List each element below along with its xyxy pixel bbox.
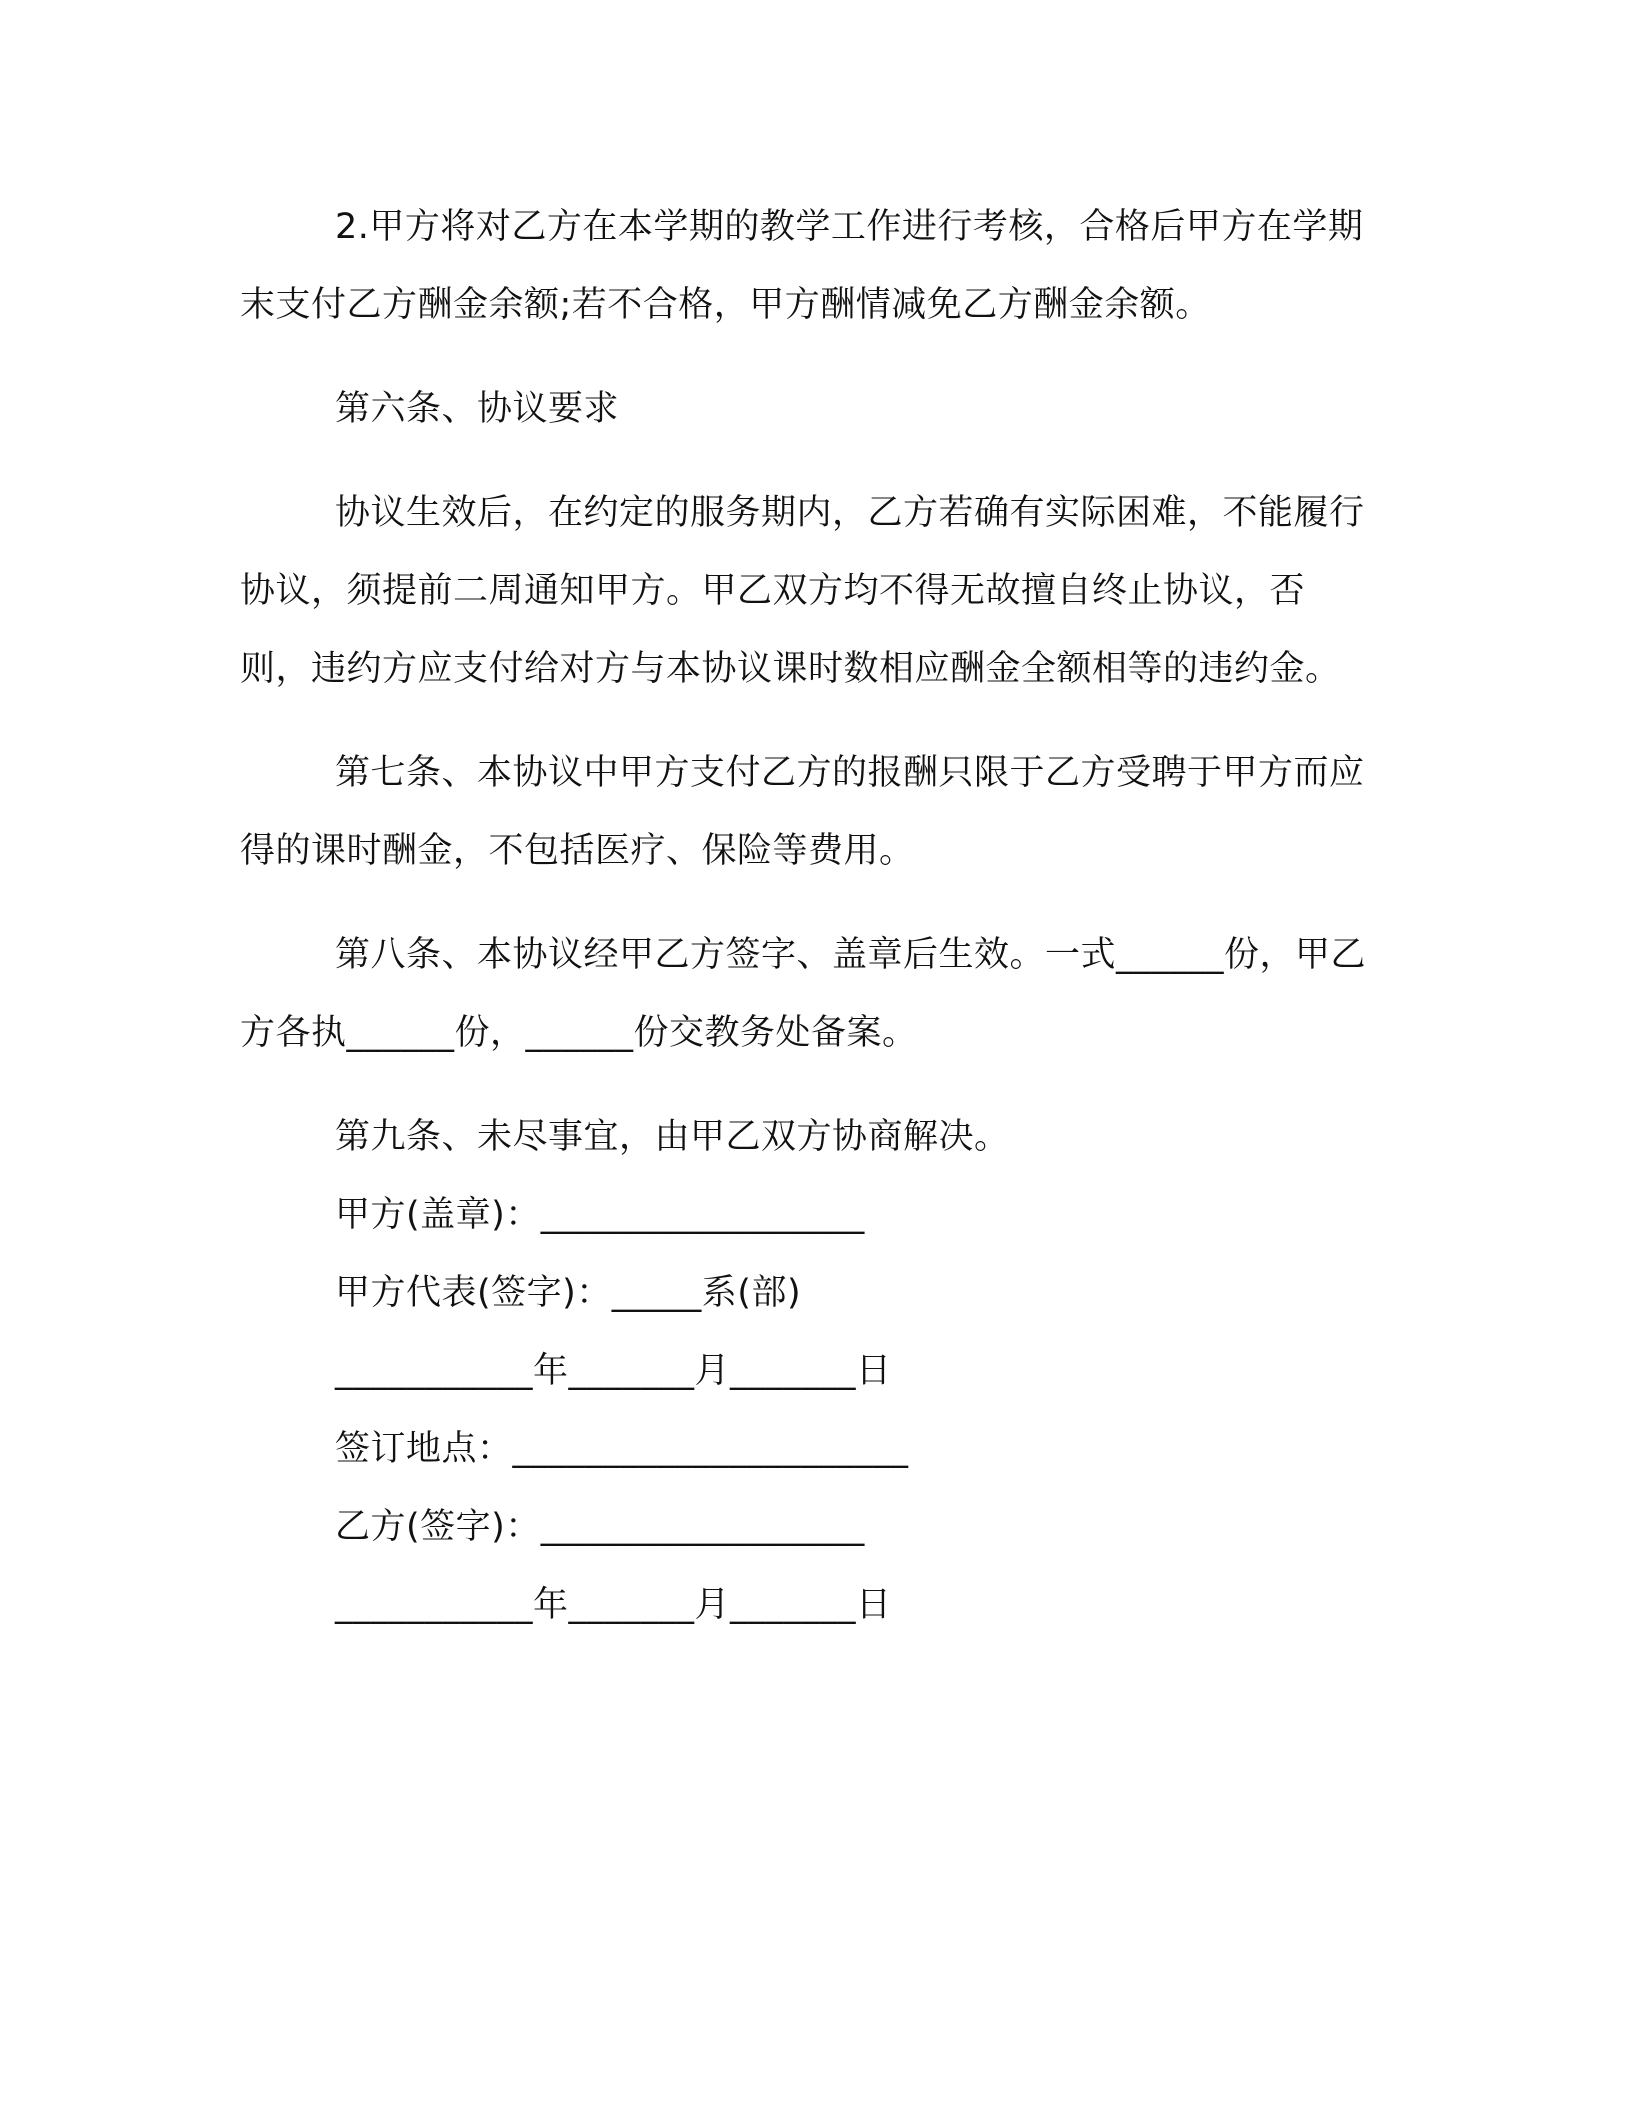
paragraph-agreement-requirements: 协议生效后，在约定的服务期内，乙方若确有实际困难，不能履行协议，须提前二周通知甲方。甲乙双方均不得无故擅自终止协议，否则，违约方应支付给对方与本协议课时数相应酬金全额相等的违约金。 [240, 493, 1365, 689]
party-b-date-line: ___________年_______月_______日 [335, 1585, 892, 1625]
paragraph-assessment: 2.甲方将对乙方在本学期的教学工作进行考核，合格后甲方在学期末支付乙方酬金余额;若不合格，甲方酬情减免乙方酬金余额。 [240, 207, 1364, 325]
paragraph-article-8: 第八条、本协议经甲乙方签字、盖章后生效。一式______份，甲乙方各执______份，______份交教务处备案。 [240, 935, 1367, 1053]
signing-location-line: 签订地点：______________________ [335, 1429, 909, 1469]
party-a-seal-line: 甲方(盖章)：__________________ [335, 1195, 865, 1235]
heading-article-6: 第六条、协议要求 [335, 389, 620, 429]
paragraph-article-7: 第七条、本协议中甲方支付乙方的报酬只限于乙方受聘于甲方而应得的课时酬金，不包括医疗、保险等费用。 [240, 753, 1365, 871]
document-body [240, 188, 1372, 1644]
party-a-date-line: ___________年_______月_______日 [335, 1351, 892, 1391]
party-b-signature-line: 乙方(签字)：__________________ [335, 1507, 865, 1547]
paragraph-article-9: 第九条、未尽事宜，由甲乙双方协商解决。 [335, 1117, 1010, 1157]
party-a-representative-line: 甲方代表(签字)：_____系(部) [335, 1273, 802, 1313]
